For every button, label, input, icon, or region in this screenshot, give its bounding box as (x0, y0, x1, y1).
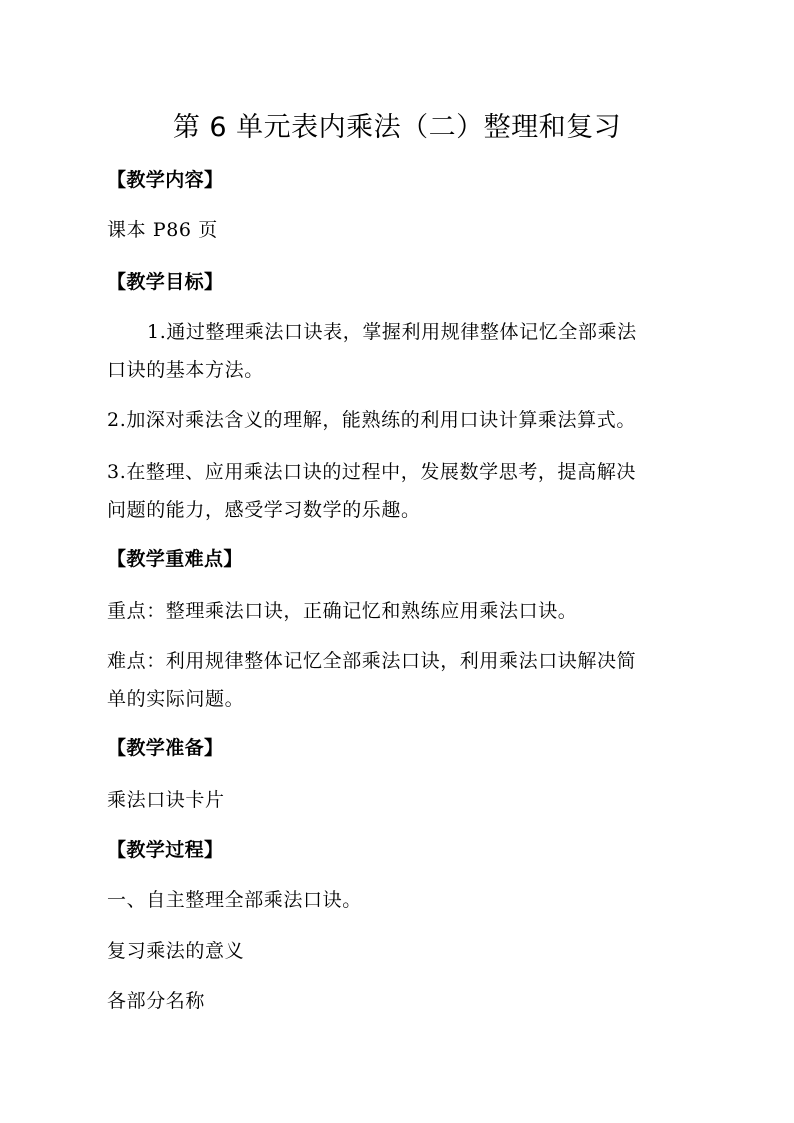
goal-item-1-line-1: 1.通过整理乘法口诀表，掌握利用规律整体记忆全部乘法 (147, 321, 637, 343)
section-heading-preparation: 【教学准备】 (107, 737, 224, 759)
process-step-1: 一、自主整理全部乘法口诀。 (107, 889, 362, 911)
process-line-2: 复习乘法的意义 (107, 940, 245, 962)
goal-item-2: 2.加深对乘法含义的理解，能熟练的利用口诀计算乘法算式。 (107, 409, 636, 431)
process-line-3: 各部分名称 (107, 990, 206, 1012)
goal-item-1-line-2: 口诀的基本方法。 (107, 359, 264, 381)
section-heading-process: 【教学过程】 (107, 839, 224, 861)
section-heading-content: 【教学内容】 (107, 169, 224, 191)
difficult-point-line-1: 难点：利用规律整体记忆全部乘法口诀，利用乘法口诀解决简 (107, 650, 637, 672)
goal-item-3-line-1: 3.在整理、应用乘法口诀的过程中，发展数学思考，提高解决 (107, 461, 636, 483)
content-text: 课本 P86 页 (107, 219, 218, 241)
difficult-point-line-2: 单的实际问题。 (107, 688, 245, 710)
section-heading-goals: 【教学目标】 (107, 271, 224, 293)
goal-item-3-line-2: 问题的能力，感受学习数学的乐趣。 (107, 499, 421, 521)
key-point-text: 重点：整理乘法口诀，正确记忆和熟练应用乘法口诀。 (107, 600, 578, 622)
section-heading-key-points: 【教学重难点】 (107, 548, 243, 570)
document-title: 第 6 单元表内乘法（二）整理和复习 (172, 112, 622, 143)
preparation-text: 乘法口诀卡片 (107, 789, 225, 811)
